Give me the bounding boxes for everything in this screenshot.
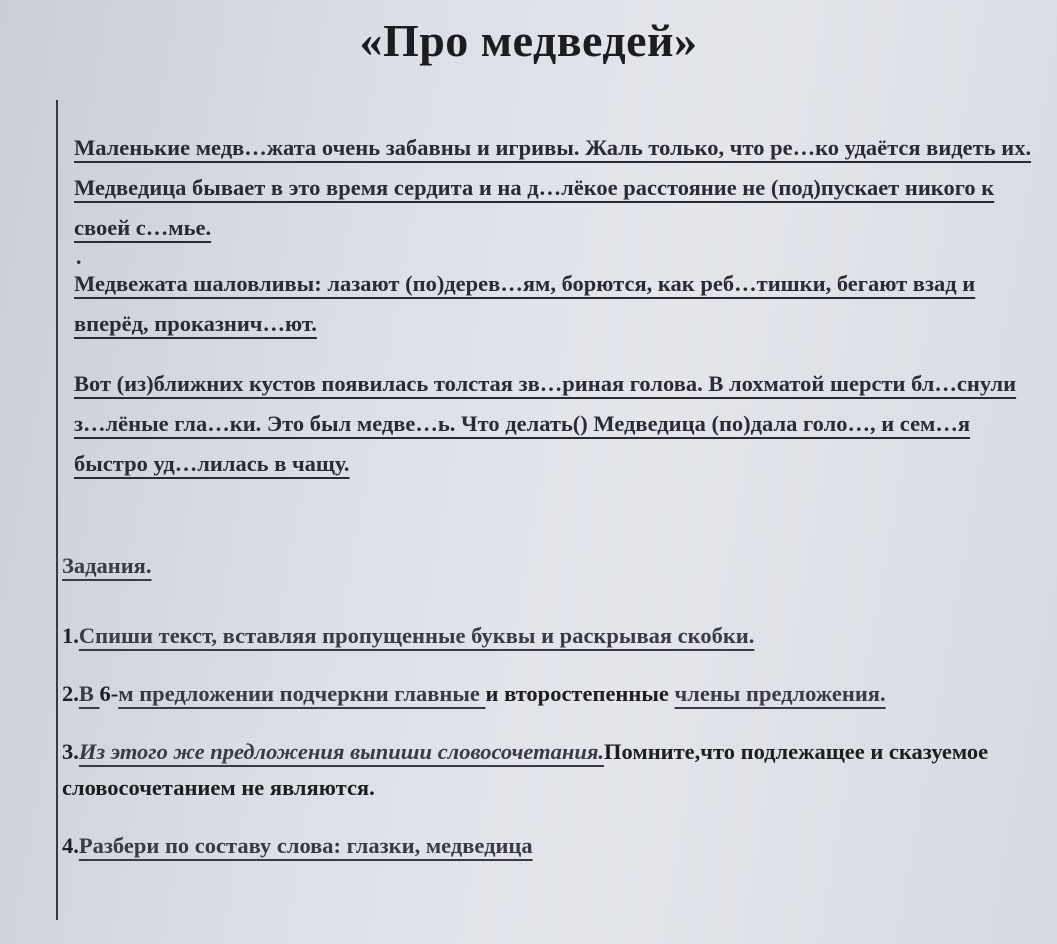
task-2-part-b: 6- <box>99 681 119 706</box>
margin-line <box>56 100 58 920</box>
task-3-note: Помните,что подлежащее и сказуемое словосочетанием не являются. <box>62 739 989 800</box>
task-2 <box>62 676 1012 712</box>
task-1-text: Спиши текст, вставляя пропущенные буквы и раскрывая скобки. <box>78 623 755 648</box>
task-2-part-a: В <box>78 681 100 706</box>
task-1 <box>62 618 1012 654</box>
passage-text <box>74 128 1044 504</box>
paragraph-1 <box>74 128 1044 248</box>
task-4-number: 4. <box>62 833 79 858</box>
paragraph-2 <box>74 264 1044 344</box>
tasks-heading-text: Задания. <box>62 553 152 578</box>
task-3-number: 3. <box>62 739 79 764</box>
task-4 <box>62 828 1012 864</box>
task-2-part-c: м предложении подчеркни главные <box>118 681 486 706</box>
paragraph-1-text: Маленькие медв…жата очень забавны и игривы. Жаль только, что ре…ко удаётся видеть их. Медведица бывает в это время сердита и на д…лёкое расстояние не (под)пускает никого к своей с…мье. <box>74 135 1032 240</box>
stray-dot: . <box>76 244 82 269</box>
task-2-part-e: члены предложения. <box>674 681 886 706</box>
page-title: «Про медведей» <box>359 15 698 66</box>
task-4-text: Разбери по составу слова: глазки, медведица <box>78 833 533 858</box>
task-2-number: 2. <box>62 681 79 706</box>
paragraph-2-text: Медвежата шаловливы: лазают (по)дерев…ям, борются, как реб…тишки, бегают взад и вперёд, проказнич…ют. <box>74 271 976 336</box>
task-2-part-d: и второстепенные <box>485 681 675 706</box>
task-3 <box>62 734 1012 806</box>
paragraph-3-text: Вот (из)ближних кустов появилась толстая зв…риная голова. В лохматой шерсти бл…снули з…лёные гла…ки. Это был медве…ь. Что делать() Медведица (по)дала голо…, и сем…я быстро уд…лилась в чащу. <box>74 371 1017 476</box>
paragraph-3 <box>74 364 1044 484</box>
task-1-number: 1. <box>62 623 79 648</box>
tasks-heading <box>62 548 1012 584</box>
task-3-underlined: Из этого же предложения выпиши словосочетания. <box>78 739 605 764</box>
tasks-section <box>62 548 1012 886</box>
